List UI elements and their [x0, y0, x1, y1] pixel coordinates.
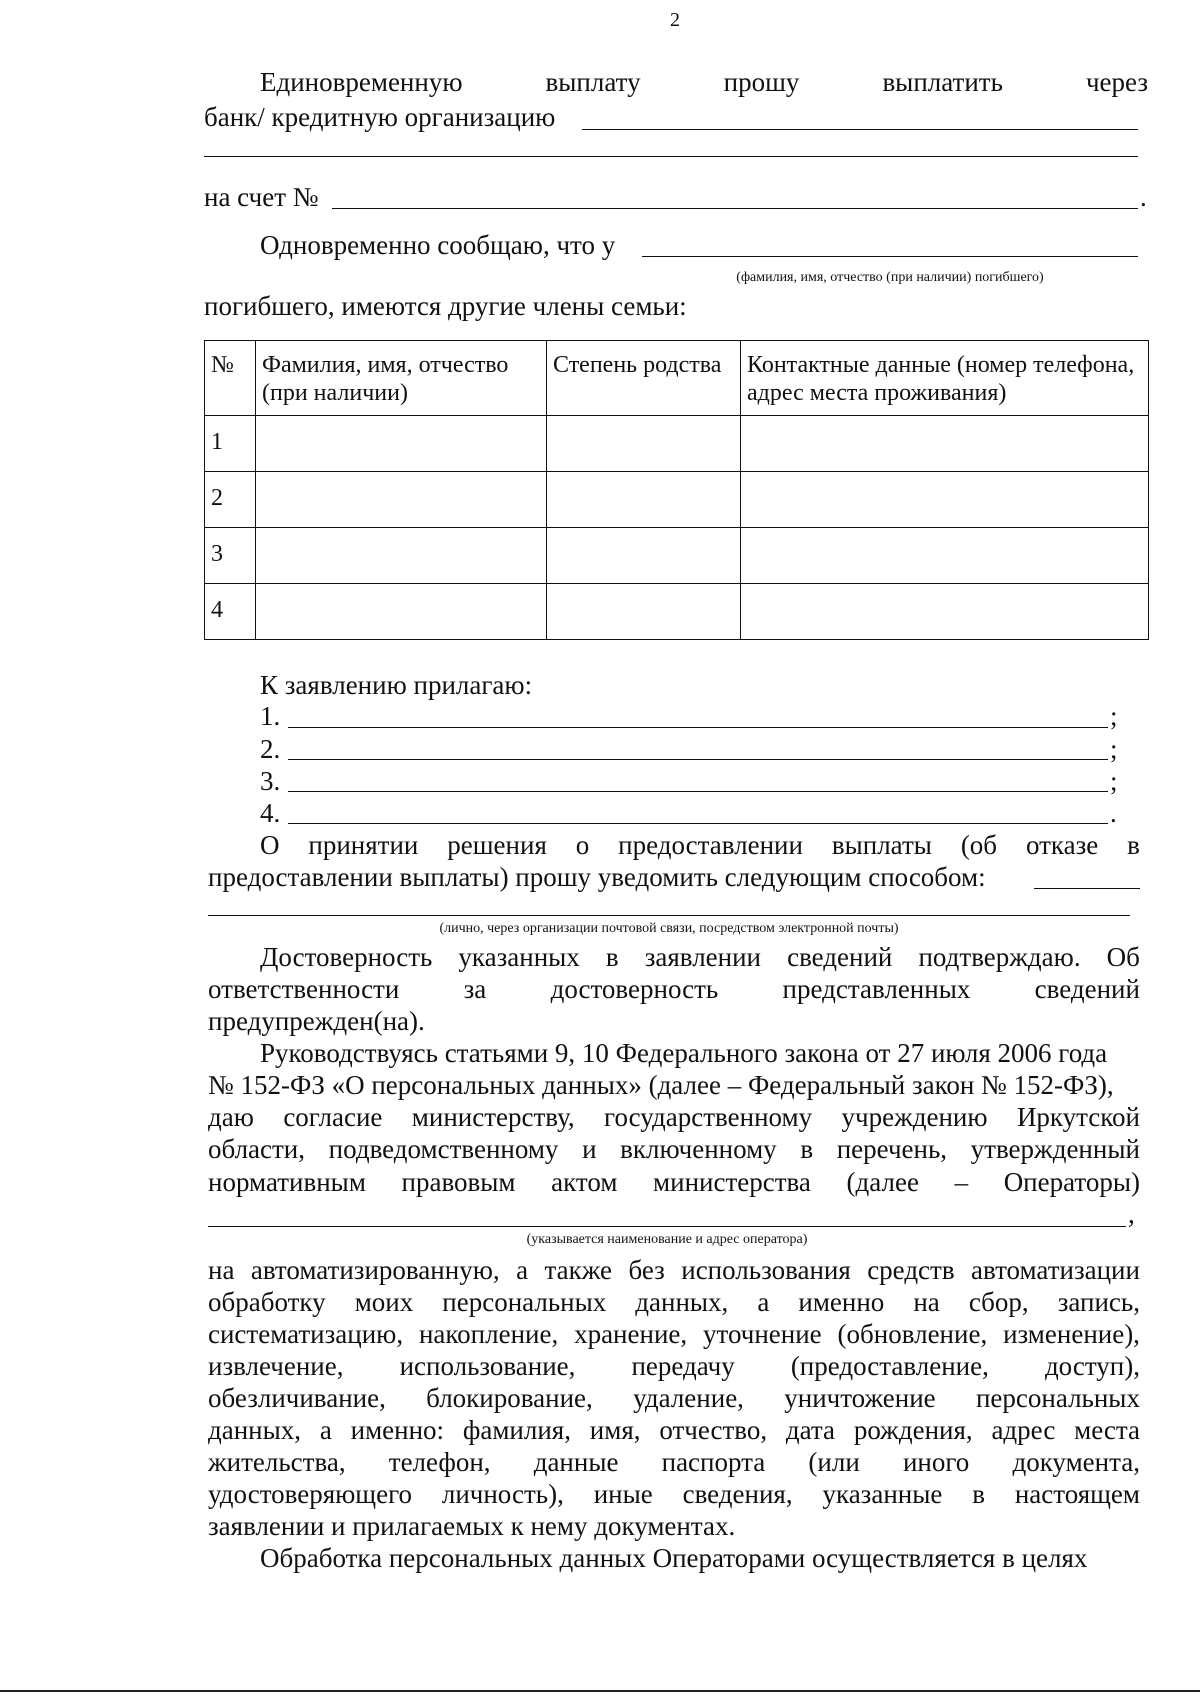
word: фамилия,: [462, 1415, 571, 1445]
word: представленных: [782, 974, 971, 1004]
word: персональных: [975, 1383, 1140, 1413]
word: министерству,: [411, 1102, 575, 1132]
word: уточнение: [703, 1319, 822, 1349]
word: отчество,: [659, 1415, 768, 1445]
word: хранение,: [574, 1319, 688, 1349]
word: также: [544, 1255, 612, 1285]
word: на: [208, 1255, 235, 1285]
word: предоставлении: [618, 830, 803, 860]
word: выплату: [545, 67, 641, 97]
word: систематизацию,: [208, 1319, 404, 1349]
word: накопление,: [418, 1319, 559, 1349]
word: обработку: [208, 1287, 326, 1317]
word: дата: [785, 1415, 836, 1445]
word: указанные: [822, 1479, 943, 1509]
family-continuation: погибшего, имеются другие члены семьи:: [204, 291, 687, 321]
relationship-cell[interactable]: [547, 584, 741, 640]
table-row: [205, 472, 1149, 528]
col-header-number: №: [205, 341, 256, 416]
attachment-end: ;: [1110, 734, 1118, 764]
contacts-cell[interactable]: [741, 584, 1149, 640]
col-header-contacts: Контактные данные (номер телефона, адрес места проживания): [741, 341, 1149, 416]
col-header-full-name: Фамилия, имя, отчество (при наличии): [256, 341, 547, 416]
deceased-name-field[interactable]: [642, 256, 1138, 257]
consent-line-3: [208, 1101, 1140, 1133]
word: сведений: [1034, 974, 1140, 1004]
consent-line-1: Руководствуясь статьями 9, 10 Федерального закона от 27 июля 2006 года: [260, 1038, 1108, 1068]
word: утвержденный: [970, 1134, 1140, 1164]
word: (обновление,: [837, 1319, 988, 1349]
reliability-line-2: [208, 973, 1140, 1005]
word: жительства,: [208, 1447, 346, 1477]
family-intro: Одновременно сообщаю, что у: [260, 230, 616, 260]
word: адрес: [991, 1415, 1056, 1445]
consent-body-last-line: заявлении и прилагаемых к нему документах.: [208, 1511, 736, 1541]
consent-body-line: [208, 1254, 1140, 1286]
word: (или: [808, 1447, 860, 1477]
word: подтверждаю.: [918, 942, 1081, 972]
word: через: [1085, 67, 1148, 97]
notify-request-line: [260, 829, 1140, 861]
attachments-title: К заявлению прилагаю:: [260, 670, 533, 700]
word: –: [954, 1167, 969, 1197]
word: рождения,: [853, 1415, 973, 1445]
word: согласие: [283, 1102, 383, 1132]
bank-name-field-continuation[interactable]: [204, 156, 1138, 157]
processing-purpose-line: Обработка персональных данных Операторами осуществляется в целях: [260, 1543, 1088, 1573]
word: использование,: [399, 1351, 576, 1381]
payment-request-line: [260, 66, 1148, 98]
word: принятии: [308, 830, 419, 860]
consent-body-line: [208, 1446, 1140, 1478]
attachment-field[interactable]: [288, 759, 1108, 760]
full-name-cell[interactable]: [256, 528, 547, 584]
notify-method-label: предоставлении выплаты) прошу уведомить следующим способом:: [208, 862, 986, 892]
consent-line-2: № 152-ФЗ «О персональных данных» (далее – Федеральный закон № 152-ФЗ),: [208, 1070, 1114, 1100]
bank-name-field[interactable]: [582, 129, 1138, 130]
word: достоверность: [550, 974, 719, 1004]
word: обезличивание,: [208, 1383, 386, 1413]
word: выплатить: [882, 67, 1003, 97]
attachment-number: 2.: [260, 734, 281, 764]
word: за: [463, 974, 487, 1004]
page-bottom-edge: [0, 1690, 1200, 1692]
word: и: [582, 1134, 597, 1164]
consent-body-line: [208, 1350, 1140, 1382]
operator-hint: (указывается наименование и адрес оператора): [526, 1232, 808, 1247]
word: решения: [447, 830, 547, 860]
word: именно: [798, 1287, 885, 1317]
consent-body-line: [208, 1382, 1140, 1414]
relationship-cell[interactable]: [547, 472, 741, 528]
word: правовым: [401, 1167, 516, 1197]
consent-body-line: [208, 1478, 1140, 1510]
word: (далее: [846, 1167, 919, 1197]
attachment-field[interactable]: [288, 791, 1108, 792]
word: данных,: [208, 1415, 302, 1445]
word: в: [972, 1479, 985, 1509]
relationship-cell[interactable]: [547, 416, 741, 472]
word: уничтожение: [784, 1383, 936, 1413]
consent-body-line: [208, 1318, 1140, 1350]
attachment-end: ;: [1110, 766, 1118, 796]
word: данные: [533, 1447, 619, 1477]
word: (об: [960, 830, 998, 860]
col-header-relationship: Степень родства: [547, 341, 741, 416]
word: запись,: [1057, 1287, 1140, 1317]
word: сбор,: [968, 1287, 1029, 1317]
word: в: [1127, 830, 1140, 860]
word: даю: [208, 1102, 254, 1132]
word: прошу: [723, 67, 800, 97]
word: а: [516, 1255, 529, 1285]
bank-label: банк/ кредитную организацию: [204, 102, 556, 132]
word: извлечение,: [208, 1351, 344, 1381]
deceased-name-hint: (фамилия, имя, отчество (при наличии) погибшего): [736, 270, 1044, 285]
word: удаление,: [633, 1383, 744, 1413]
word: настоящем: [1014, 1479, 1140, 1509]
page-number: 2: [670, 9, 680, 31]
contacts-cell[interactable]: [741, 472, 1149, 528]
word: персональных: [442, 1287, 607, 1317]
word: иные: [593, 1479, 653, 1509]
word: сведений: [787, 942, 893, 972]
word: Операторы): [1003, 1167, 1140, 1197]
word: актом: [551, 1167, 618, 1197]
word: Иркутской: [1016, 1102, 1140, 1132]
full-name-cell[interactable]: [256, 584, 547, 640]
word: имя,: [589, 1415, 641, 1445]
word: области,: [208, 1134, 306, 1164]
notify-method-field[interactable]: [1034, 888, 1140, 889]
word: доступ),: [1044, 1351, 1140, 1381]
word: автоматизированную,: [250, 1255, 500, 1285]
word: подведомственному: [328, 1134, 559, 1164]
word: места: [1074, 1415, 1140, 1445]
word: учреждению: [841, 1102, 988, 1132]
word: государственному: [604, 1102, 813, 1132]
word: Об: [1106, 942, 1140, 972]
family-members-table: [204, 340, 1149, 640]
row-number: 2: [205, 472, 256, 528]
attachment-number: 4.: [260, 798, 281, 828]
attachment-field[interactable]: [288, 823, 1108, 824]
attachment-number: 1.: [260, 701, 281, 731]
reliability-line-1: [260, 941, 1140, 973]
word: телефон,: [388, 1447, 491, 1477]
word: отказе: [1025, 830, 1099, 860]
row-number: 4: [205, 584, 256, 640]
notify-method-field-continuation[interactable]: [208, 915, 1130, 916]
word: включенному: [620, 1134, 777, 1164]
full-name-cell[interactable]: [256, 472, 547, 528]
full-name-cell[interactable]: [256, 416, 547, 472]
operator-field[interactable]: [208, 1226, 1126, 1227]
attachment-field[interactable]: [288, 727, 1108, 728]
word: на: [913, 1287, 940, 1317]
reliability-line-3: предупрежден(на).: [208, 1006, 425, 1036]
word: о: [575, 830, 590, 860]
word: ответственности: [208, 974, 400, 1004]
word: заявлении: [644, 942, 762, 972]
word: передачу: [631, 1351, 735, 1381]
word: документа,: [1012, 1447, 1140, 1477]
attachment-number: 3.: [260, 766, 281, 796]
word: (предоставление,: [790, 1351, 989, 1381]
word: Достоверность: [260, 942, 433, 972]
word: автоматизации: [971, 1255, 1140, 1285]
word: блокирование,: [426, 1383, 593, 1413]
word: а: [757, 1287, 770, 1317]
word: удостоверяющего: [208, 1479, 412, 1509]
account-number-field[interactable]: [332, 208, 1138, 209]
word: в: [800, 1134, 814, 1164]
table-row: [205, 584, 1149, 640]
consent-body-line: [208, 1286, 1140, 1318]
word: моих: [354, 1287, 414, 1317]
row-number: 1: [205, 416, 256, 472]
consent-line-4: [208, 1133, 1140, 1165]
operator-end: ,: [1128, 1199, 1135, 1229]
word: выплаты: [831, 830, 932, 860]
row-number: 3: [205, 528, 256, 584]
account-label: на счет №: [204, 182, 319, 212]
word: данных,: [635, 1287, 729, 1317]
word: нормативным: [208, 1167, 366, 1197]
word: сведения,: [682, 1479, 793, 1509]
word: министерства: [653, 1167, 811, 1197]
consent-body-line: [208, 1414, 1140, 1446]
word: использования: [681, 1255, 851, 1285]
word: О: [260, 830, 280, 860]
relationship-cell[interactable]: [547, 528, 741, 584]
word: в: [605, 942, 619, 972]
word: личность),: [441, 1479, 564, 1509]
word: паспорта: [661, 1447, 766, 1477]
word: а: [319, 1415, 332, 1445]
contacts-cell[interactable]: [741, 528, 1149, 584]
table-header-row: [205, 341, 1149, 416]
word: именно:: [350, 1415, 445, 1445]
word: средств: [867, 1255, 955, 1285]
word: иного: [902, 1447, 970, 1477]
table-row: [205, 528, 1149, 584]
account-end: .: [1140, 182, 1147, 212]
attachment-end: .: [1110, 798, 1117, 828]
word: указанных: [458, 942, 580, 972]
attachment-end: ;: [1110, 701, 1118, 731]
consent-line-5: [208, 1166, 1140, 1198]
word: Единовременную: [260, 67, 463, 97]
contacts-cell[interactable]: [741, 416, 1149, 472]
word: без: [628, 1255, 665, 1285]
table-row: [205, 416, 1149, 472]
word: изменение),: [1003, 1319, 1140, 1349]
notify-method-hint: (лично, через организации почтовой связи, посредством электронной почты): [439, 921, 899, 936]
word: перечень,: [836, 1134, 948, 1164]
